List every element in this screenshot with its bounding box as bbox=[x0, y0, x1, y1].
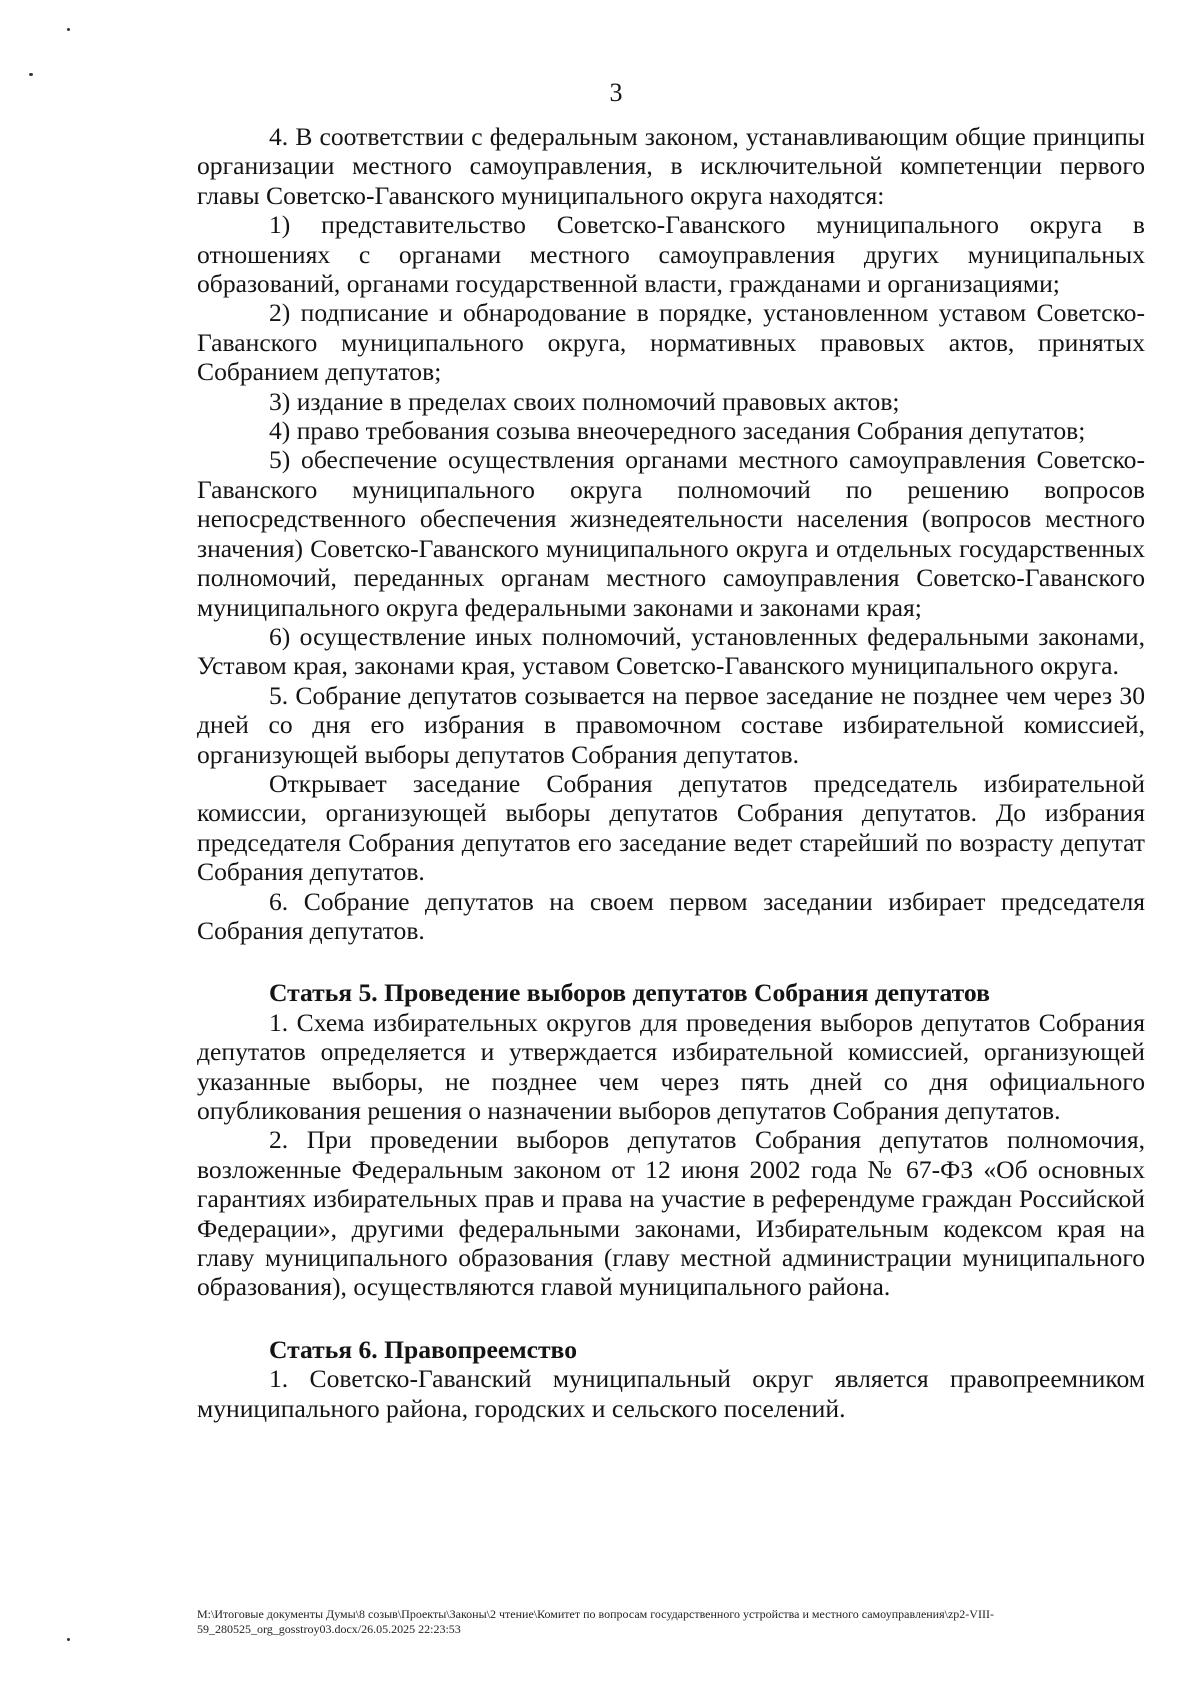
document-body bbox=[197, 122, 1145, 1423]
body-paragraph: 1) представительство Советско-Гаванского муниципального округа в отношениях с органами местного самоуправления других муниципальных образований, органами государственной власти, гражданами и организациями; bbox=[197, 210, 1145, 299]
scan-speck bbox=[29, 73, 33, 76]
body-paragraph: 2. При проведении выборов депутатов Собрания депутатов полномочия, возложенные Федеральным законом от 12 июня 2002 года № 67-ФЗ «Об основных гарантиях избирательных прав и права на участие в референдуме граждан Российской Федерации», другими федеральными законами, Избирательным кодексом края на главу муниципального образования (главу местной администрации муниципального образования), осуществляются главой муниципального района. bbox=[197, 1125, 1145, 1302]
body-paragraph: 1. Схема избирательных округов для проведения выборов депутатов Собрания депутатов определяется и утверждается избирательной комиссией, организующей указанные выборы, не позднее чем через пять дней со дня официального опубликования решения о назначении выборов депутатов Собрания депутатов. bbox=[197, 1007, 1145, 1125]
body-paragraph: 3) издание в пределах своих полномочий правовых актов; bbox=[269, 386, 900, 416]
scan-speck bbox=[67, 1638, 70, 1641]
page-number: 3 bbox=[609, 78, 623, 107]
scan-speck bbox=[67, 28, 70, 31]
article-heading: Статья 5. Проведение выборов депутатов Собрания депутатов bbox=[269, 978, 990, 1008]
body-paragraph: 4) право требования созыва внеочередного заседания Собрания депутатов; bbox=[269, 416, 1086, 446]
body-paragraph: Открывает заседание Собрания депутатов председатель избирательной комиссии, организующей выборы депутатов Собрания депутатов. До избрания председателя Собрания депутатов его заседание ведет старейший по возрасту депутат Собрания депутатов. bbox=[197, 768, 1145, 887]
body-paragraph: 4. В соответствии с федеральным законом, устанавливающим общие принципы организации местного самоуправления, в исключительной компетенции первого главы Советско-Гаванского муниципального округа находятся: bbox=[197, 122, 1145, 210]
body-paragraph: 1. Советско-Гаванский муниципальный округ является правопреемником муниципального района, городских и сельского поселений. bbox=[197, 1364, 1145, 1423]
body-paragraph: 6. Собрание депутатов на своем первом заседании избирает председателя Собрания депутатов. bbox=[197, 886, 1145, 945]
body-paragraph: 6) осуществление иных полномочий, установленных федеральными законами, Уставом края, законами края, уставом Советско-Гаванского муниципального округа. bbox=[197, 621, 1145, 681]
body-paragraph: 5) обеспечение осуществления органами местного самоуправления Советско-Гаванского муниципального округа полномочий по решению вопросов непосредственного обеспечения жизнедеятельности населения (вопросов местного значения) Советско-Гаванского муниципального округа и отдельных государственных полномочий, переданных органам местного самоуправления Советско-Гаванского муниципального округа федеральными законами и законами края; bbox=[197, 445, 1145, 622]
file-path-footer: M:\Итоговые документы Думы\8 созыв\Проекты\Законы\2 чтение\Комитет по вопросам государственного устройства и местного самоуправления\zp2-VIII-59_280525_org_gosstroy03.docx/26.05.2025 22:23:53 bbox=[197, 1607, 994, 1636]
body-paragraph: 5. Собрание депутатов созывается на первое заседание не позднее чем через 30 дней со дня его избрания в правомочном составе избирательной комиссией, организующей выборы депутатов Собрания депутатов. bbox=[197, 680, 1145, 769]
article-heading: Статья 6. Правопреемство bbox=[269, 1334, 577, 1364]
body-paragraph: 2) подписание и обнародование в порядке, установленном уставом Советско-Гаванского муниципального округа, нормативных правовых актов, принятых Собранием депутатов; bbox=[197, 298, 1145, 387]
